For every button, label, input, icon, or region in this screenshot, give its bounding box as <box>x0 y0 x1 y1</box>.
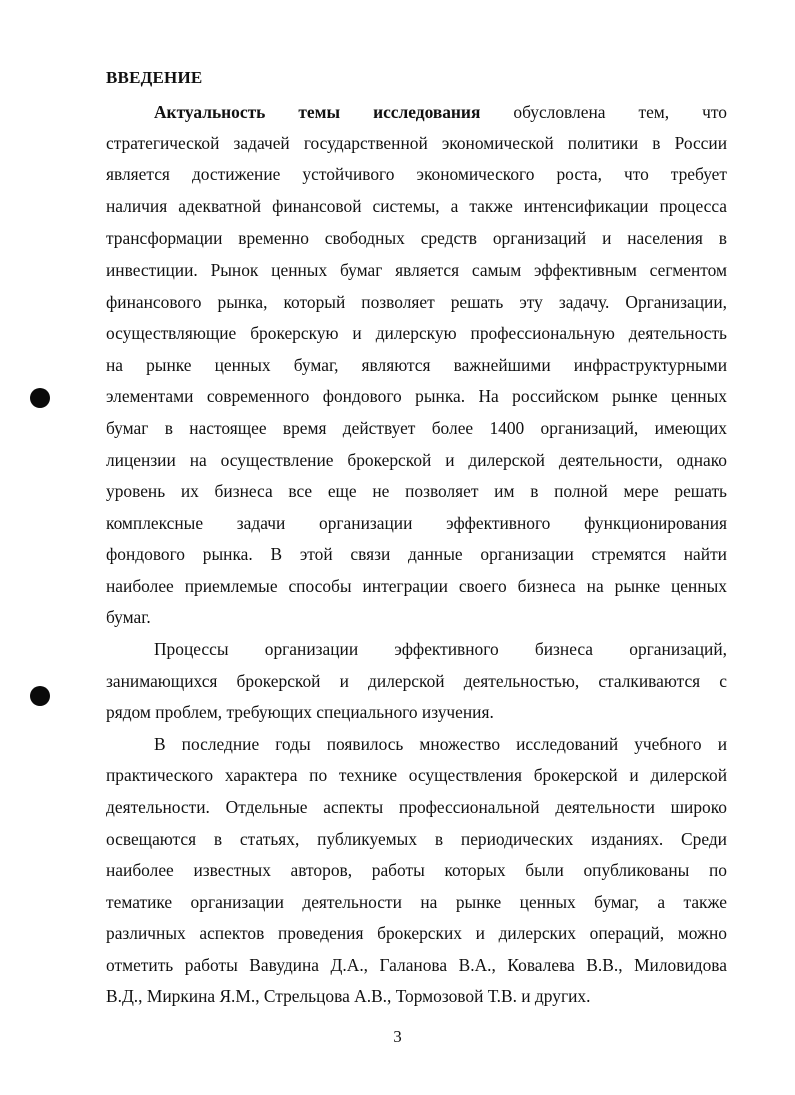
lead-word: темы <box>298 102 341 122</box>
paragraph-1-line-15: фондового рынка. В этой связи данные организации стремятся найти <box>106 544 727 564</box>
paragraph-3-line-6: тематике организации деятельности на рынке ценных бумаг, а также <box>106 892 727 912</box>
punch-hole-bottom <box>30 686 50 706</box>
paragraph-1-line-2: стратегической задачей государственной экономической политики в России <box>106 133 727 153</box>
paragraph-2-line-2: занимающихся брокерской и дилерской деятельностью, сталкиваются с <box>106 671 727 691</box>
paragraph-1-line-10: элементами современного фондового рынка. На российском рынке ценных <box>106 386 727 406</box>
paragraph-1-line-8: осуществляющие брокерскую и дилерскую профессиональную деятельность <box>106 323 727 343</box>
paragraph-2-line-1: Процессы организации эффективного бизнеса организаций, <box>154 639 727 659</box>
paragraph-1-line-6: инвестиции. Рынок ценных бумаг является самым эффективным сегментом <box>106 260 727 280</box>
paragraph-3-line-2: практического характера по технике осуществления брокерской и дилерской <box>106 765 727 785</box>
paragraph-3-line-8: отметить работы Вавудина Д.А., Галанова В.А., Ковалева В.В., Миловидова <box>106 955 727 975</box>
paragraph-1-line-17: бумаг. <box>106 607 151 627</box>
page-number: 3 <box>393 1027 402 1046</box>
paragraph-3-line-9: В.Д., Миркина Я.М., Стрельцова А.В., Тормозовой Т.В. и других. <box>106 986 591 1006</box>
paragraph-1-line-12: лицензии на осуществление брокерской и дилерской деятельности, однако <box>106 450 727 470</box>
paragraph-1-line-1 <box>154 102 727 122</box>
paragraph-1-line-14: комплексные задачи организации эффективного функционирования <box>106 513 727 533</box>
section-heading: ВВЕДЕНИЕ <box>106 68 203 87</box>
paragraph-1-line-13: уровень их бизнеса все еще не позволяет им в полной мере решать <box>106 481 727 501</box>
paragraph-1-line-16: наиболее приемлемые способы интеграции своего бизнеса на рынке ценных <box>106 576 727 596</box>
paragraph-3-line-3: деятельности. Отдельные аспекты профессиональной деятельности широко <box>106 797 727 817</box>
line-word: тем, <box>638 102 670 122</box>
paragraph-1-lead: Актуальность <box>154 102 266 122</box>
punch-hole-top <box>30 388 50 408</box>
paragraph-1-line-9: на рынке ценных бумаг, являются важнейшими инфраструктурными <box>106 355 727 375</box>
paragraph-1-line-5: трансформации временно свободных средств организаций и населения в <box>106 228 727 248</box>
paragraph-1-line-1-text: обусловлена <box>513 102 606 122</box>
lead-word: исследования <box>373 102 481 122</box>
line-word: что <box>702 102 727 122</box>
paragraph-1-line-11: бумаг в настоящее время действует более 1400 организаций, имеющих <box>106 418 727 438</box>
paragraph-3-line-1: В последние годы появилось множество исследований учебного и <box>154 734 727 754</box>
paragraph-2-line-3: рядом проблем, требующих специального изучения. <box>106 702 494 722</box>
paragraph-3-line-5: наиболее известных авторов, работы которых были опубликованы по <box>106 860 727 880</box>
paragraph-3-line-7: различных аспектов проведения брокерских и дилерских операций, можно <box>106 923 727 943</box>
paragraph-3-line-4: освещаются в статьях, публикуемых в периодических изданиях. Среди <box>106 829 727 849</box>
paragraph-1-line-7: финансового рынка, который позволяет решать эту задачу. Организации, <box>106 292 727 312</box>
paragraph-1-line-3: является достижение устойчивого экономического роста, что требует <box>106 164 727 184</box>
paragraph-1-line-4: наличия адекватной финансовой системы, а также интенсификации процесса <box>106 196 727 216</box>
